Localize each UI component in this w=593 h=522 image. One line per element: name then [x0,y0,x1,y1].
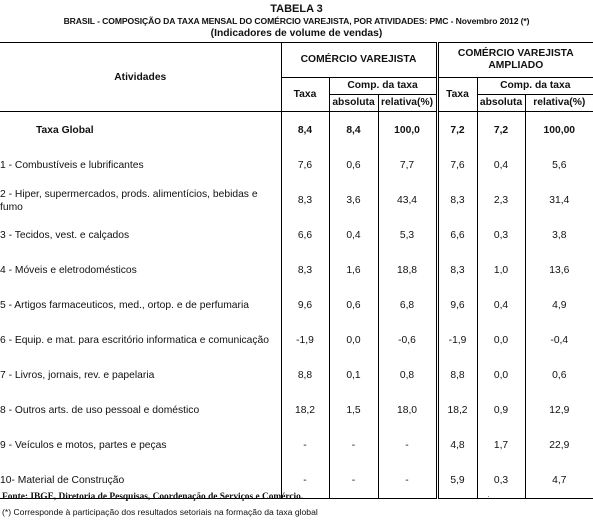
column-header-cva-taxa: Taxa [437,78,477,112]
cell-cva-taxa: 5,9 [437,463,477,499]
table-subtitle: (Indicadores de volume de vendas) [210,28,383,39]
group-header-comercio-varejista-ampliado [437,43,593,78]
footnote: (*) Corresponde à participação dos resultados setoriais na formação da taxa global [2,507,318,517]
cell-cva-taxa: 8,3 [437,253,477,288]
cell-cva-taxa: 8,8 [437,358,477,393]
source-note: Fonte: IBGE, Diretoria de Pesquisas, Coordenação de Serviços e Comércio. [2,492,304,502]
cell-cv-taxa: 18,2 [281,393,329,428]
cell-cva-rel: 12,9 [549,405,570,416]
cell-cv-abs: 0,1 [329,358,378,393]
column-header-atividades: Atividades [0,43,281,112]
cell-cv-taxa: 9,6 [281,288,329,323]
cell-cv-rel: 43,4 [396,195,418,206]
cell-cva-rel: 4,9 [552,300,567,311]
table-row [0,183,593,218]
cell-cva-rel: 3,8 [552,230,567,241]
group-header-line2: AMPLIADO [488,60,544,71]
table-row [0,148,593,183]
column-header-cva-absoluta: absoluta [477,95,525,112]
cell-cva-abs: 1,0 [477,253,525,288]
cell-cv-taxa: - [281,463,329,499]
subheader-cva-comp: Comp. da taxa [477,78,593,95]
cell-cva-abs: 0,0 [477,358,525,393]
cell-cv-abs: 1,5 [329,393,378,428]
cell-cv-taxa: 6,6 [281,218,329,253]
cell-cva-rel: 13,6 [549,265,570,276]
table-number: TABELA 3 [270,3,323,15]
cell-cv-abs: 8,4 [329,112,378,149]
cell-cv-abs: 3,6 [329,183,378,218]
table-row [0,428,593,463]
cell-cva-taxa: 6,6 [437,218,477,253]
cell-cva-rel: 31,4 [549,195,570,206]
cell-cv-abs: 0,4 [329,218,378,253]
row-label: Taxa Global [0,112,281,149]
table-row [0,112,593,149]
cell-cva-taxa: 7,6 [437,148,477,183]
table-row [0,323,593,358]
row-label: 4 - Móveis e eletrodomésticos [0,253,281,288]
cell-cv-rel: 18,8 [396,265,418,276]
column-header-cva-relativa: relativa(%) [525,95,593,112]
cell-cv-taxa: 7,6 [281,148,329,183]
cell-cva-abs: 0,9 [477,393,525,428]
cell-cva-rel: 22,9 [549,440,570,451]
group-header-line1: COMÉRCIO VAREJISTA [457,48,574,59]
table-row [0,358,593,393]
cell-cva-rel: -0,4 [550,335,569,346]
column-header-cv-absoluta: absoluta [329,95,378,112]
cell-cv-rel: 6,8 [399,300,415,311]
row-label: 10- Material de Construção [0,463,281,499]
table-row [0,218,593,253]
row-label: 7 - Livros, jornais, rev. e papelaria [0,358,281,393]
row-label: 5 - Artigos farmaceuticos, med., ortop. e de perfumaria [0,288,281,323]
cell-cva-taxa: 9,6 [437,288,477,323]
row-label: 2 - Hiper, supermercados, prods. alimentícios, bebidas e fumo [0,183,281,218]
cell-cv-abs: 1,6 [329,253,378,288]
cell-cva-abs: 0,4 [477,148,525,183]
column-header-cv-taxa: Taxa [281,78,329,112]
cell-cv-taxa: 8,3 [281,253,329,288]
cell-cva-taxa: 4,8 [437,428,477,463]
cell-cva-abs: 0,0 [477,323,525,358]
cell-cv-taxa: - [281,428,329,463]
row-label: 1 - Combustíveis e lubrificantes [0,148,281,183]
cell-cv-rel: 18,0 [396,405,418,416]
table-row [0,393,593,428]
cell-cv-taxa: -1,9 [281,323,329,358]
row-label: 8 - Outros arts. de uso pessoal e doméstico [0,393,281,428]
cell-cv-abs: 0,6 [329,148,378,183]
cell-cva-rel: 0,6 [552,370,567,381]
row-label: 9 - Veículos e motos, partes e peças [0,428,281,463]
cell-cv-rel: - [378,463,437,499]
cell-cv-taxa: 8,3 [281,183,329,218]
row-label: 6 - Equip. e mat. para escritório informatica e comunicação [0,323,281,358]
table-title: BRASIL - COMPOSIÇÃO DA TAXA MENSAL DO COMÉRCIO VAREJISTA, POR ATIVIDADES: PMC - Novembro 2012 (*) [63,16,530,26]
cell-cv-abs: - [329,463,378,499]
cell-cva-abs: 2,3 [477,183,525,218]
subheader-cv-comp: Comp. da taxa [329,78,437,95]
cell-cva-abs: 0,3 [477,218,525,253]
cell-cva-taxa: -1,9 [437,323,477,358]
cell-cv-rel: 100,0 [394,124,420,136]
cell-cva-abs: 0,4 [477,288,525,323]
cell-cva-abs: 7,2 [477,112,525,149]
cell-cv-abs: - [329,428,378,463]
row-label: 3 - Tecidos, vest. e calçados [0,218,281,253]
cell-cv-rel: -0,6 [398,335,416,346]
cell-cva-rel: 5,6 [552,160,567,171]
cell-cva-rel: 4,7 [525,463,593,499]
group-header-comercio-varejista: COMÉRCIO VAREJISTA [281,43,437,78]
cell-cva-taxa: 18,2 [437,393,477,428]
table-row [0,253,593,288]
cell-cva-taxa: 7,2 [437,112,477,149]
cell-cva-rel: 100,00 [543,124,576,136]
cell-cv-abs: 0,6 [329,288,378,323]
cell-cv-taxa: 8,8 [281,358,329,393]
composition-table [0,42,593,499]
table-row [0,288,593,323]
column-header-cv-relativa: relativa(%) [378,95,437,112]
cell-cv-rel: 5,3 [399,230,415,241]
cell-cv-rel: 7,7 [399,160,415,171]
cell-cv-abs: 0,0 [329,323,378,358]
cell-cv-taxa: 8,4 [281,112,329,149]
cell-cva-taxa: 8,3 [437,183,477,218]
stray-dot [488,496,489,497]
cell-cva-abs: 1,7 [477,428,525,463]
cell-cva-abs: 0,3 [477,463,525,499]
cell-cv-rel: - [405,440,409,451]
cell-cv-rel: 0,8 [399,370,415,381]
